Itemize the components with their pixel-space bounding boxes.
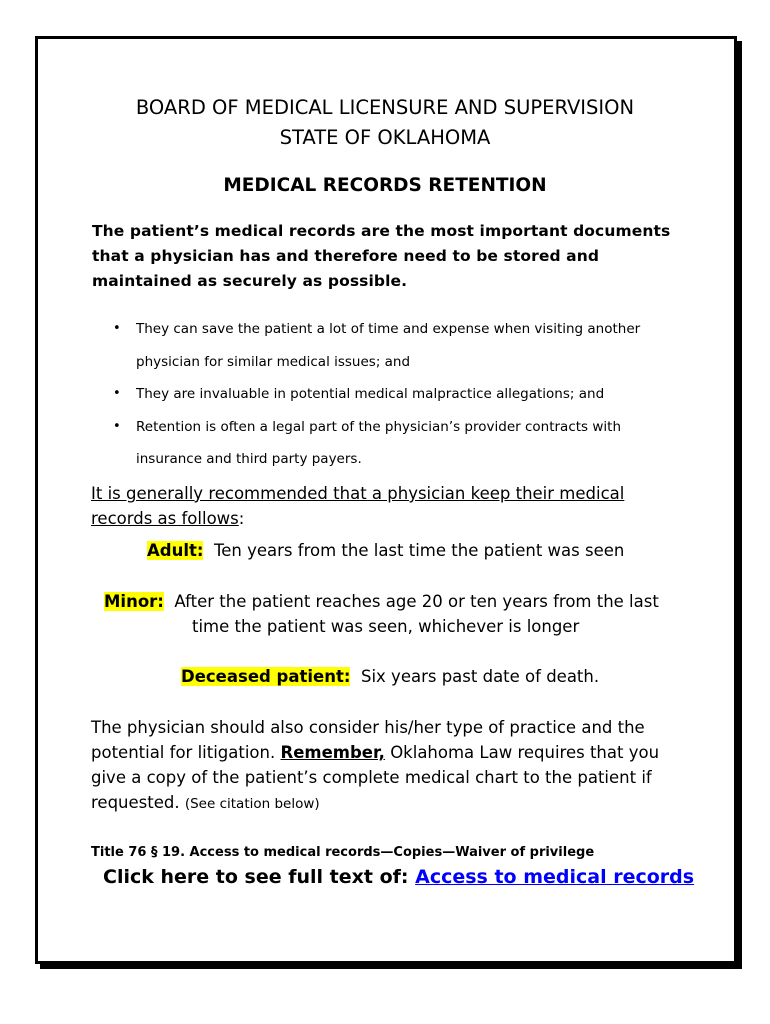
bullet-icon: •	[113, 386, 121, 401]
bullet-text: insurance and third party payers.	[136, 451, 362, 467]
paragraph-line: The physician should also consider his/her type of practice and the	[91, 718, 645, 737]
adult-text: Ten years from the last time the patient was seen	[213, 541, 625, 560]
paragraph-line	[91, 793, 320, 812]
citation-title: Title 76 § 19. Access to medical records—Copies—Waiver of privilege	[91, 845, 595, 860]
paragraph-text: Oklahoma Law requires that you	[384, 743, 660, 762]
deceased-label: Deceased patient:	[181, 667, 351, 686]
adult-retention	[147, 541, 624, 560]
paragraph-text: requested.	[91, 793, 185, 812]
bullet-text: They can save the patient a lot of time and expense when visiting another	[136, 321, 641, 337]
remember-emphasis: Remember,	[280, 743, 385, 762]
bullet-icon: •	[113, 419, 121, 434]
citation-note: (See citation below)	[184, 796, 320, 812]
minor-text-cont: time the patient was seen, whichever is longer	[192, 617, 580, 636]
minor-text: After the patient reaches age 20 or ten years from the last	[174, 592, 659, 611]
bullet-text: physician for similar medical issues; and	[136, 354, 411, 370]
deceased-retention	[181, 667, 599, 686]
access-records-link[interactable]: Access to medical records	[415, 866, 695, 888]
header-title: BOARD OF MEDICAL LICENSURE AND SUPERVISION	[135, 96, 635, 119]
click-prefix: Click here to see full text of:	[103, 866, 416, 888]
recommendation-line	[91, 509, 244, 528]
recommendation-colon: :	[238, 509, 245, 528]
bullet-text: Retention is often a legal part of the physician’s provider contracts with	[136, 419, 622, 435]
deceased-text: Six years past date of death.	[360, 667, 600, 686]
adult-label: Adult:	[147, 541, 204, 560]
paragraph-text: potential for litigation.	[91, 743, 281, 762]
full-text-line	[103, 866, 694, 888]
bullet-text: They are invaluable in potential medical malpractice allegations; and	[136, 386, 605, 402]
paragraph-line: give a copy of the patient’s complete medical chart to the patient if	[91, 768, 652, 787]
page-subtitle: MEDICAL RECORDS RETENTION	[223, 175, 547, 196]
intro-line: that a physician has and therefore need to be stored and	[92, 247, 600, 265]
minor-retention	[104, 592, 659, 611]
paragraph-line	[91, 743, 659, 762]
recommendation-line: It is generally recommended that a physician keep their medical	[91, 484, 625, 503]
bullet-icon: •	[113, 321, 121, 336]
recommendation-text: records as follows	[91, 509, 239, 528]
intro-line: The patient’s medical records are the most important documents	[92, 222, 671, 240]
intro-line: maintained as securely as possible.	[92, 272, 408, 290]
minor-label: Minor:	[104, 592, 164, 611]
header-state: STATE OF OKLAHOMA	[279, 126, 491, 149]
